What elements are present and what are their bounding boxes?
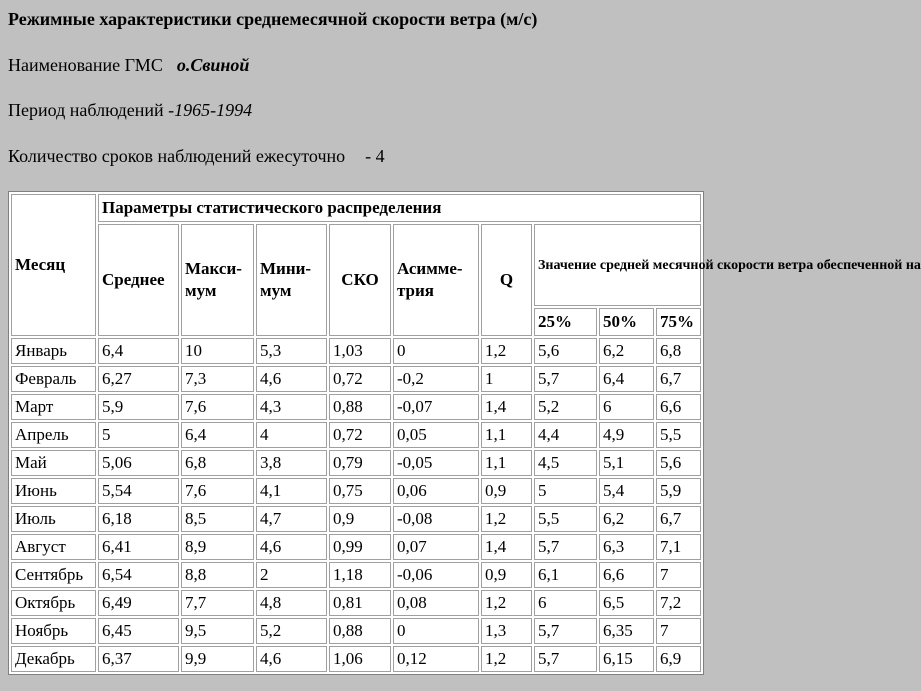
- table-row: [11, 590, 701, 616]
- cell-mean: 6,49: [98, 590, 179, 616]
- cell-asym: 0,05: [393, 422, 479, 448]
- cell-q: 1,3: [481, 618, 532, 644]
- cell-min: 4,6: [256, 366, 327, 392]
- table-row: [11, 338, 701, 364]
- cell-min: 4,7: [256, 506, 327, 532]
- cell-asym: 0,06: [393, 478, 479, 504]
- cell-p50: 6,35: [599, 618, 654, 644]
- cell-sko: 1,06: [329, 646, 391, 672]
- cell-max: 8,8: [181, 562, 254, 588]
- cell-q: 1,2: [481, 338, 532, 364]
- col-mean-header: Среднее: [98, 224, 179, 336]
- cell-month: Апрель: [11, 422, 96, 448]
- cell-q: 1,1: [481, 422, 532, 448]
- cell-p25: 5: [534, 478, 597, 504]
- table-row: [11, 534, 701, 560]
- cell-mean: 5,54: [98, 478, 179, 504]
- cell-sko: 1,18: [329, 562, 391, 588]
- cell-min: 5,2: [256, 618, 327, 644]
- table-body: [11, 338, 701, 672]
- cell-month: Сентябрь: [11, 562, 96, 588]
- cell-p75: 7: [656, 562, 701, 588]
- cell-asym: 0,08: [393, 590, 479, 616]
- cell-p75: 5,6: [656, 450, 701, 476]
- cell-p25: 5,2: [534, 394, 597, 420]
- cell-max: 8,9: [181, 534, 254, 560]
- cell-p50: 5,4: [599, 478, 654, 504]
- cell-mean: 5,9: [98, 394, 179, 420]
- cell-month: Январь: [11, 338, 96, 364]
- table-row: [11, 450, 701, 476]
- cell-max: 6,4: [181, 422, 254, 448]
- cell-p25: 5,6: [534, 338, 597, 364]
- cell-sko: 0,75: [329, 478, 391, 504]
- cell-min: 2: [256, 562, 327, 588]
- cell-asym: 0,07: [393, 534, 479, 560]
- col-min-header: Мини- мум: [256, 224, 327, 336]
- cell-month: Ноябрь: [11, 618, 96, 644]
- cell-sko: 0,72: [329, 422, 391, 448]
- cell-p75: 6,7: [656, 506, 701, 532]
- col-max-header: Макси- мум: [181, 224, 254, 336]
- cell-q: 1,4: [481, 394, 532, 420]
- cell-sko: 0,88: [329, 618, 391, 644]
- cell-min: 4,6: [256, 534, 327, 560]
- station-value: о.Свиной: [176, 55, 250, 75]
- cell-mean: 6,4: [98, 338, 179, 364]
- cell-p50: 6,15: [599, 646, 654, 672]
- cell-p25: 4,5: [534, 450, 597, 476]
- cell-min: 3,8: [256, 450, 327, 476]
- observations-label: Количество сроков наблюдений ежесуточно: [8, 146, 346, 166]
- col-sko-header: СКО: [329, 224, 391, 336]
- cell-asym: 0,12: [393, 646, 479, 672]
- cell-month: Октябрь: [11, 590, 96, 616]
- cell-asym: -0,08: [393, 506, 479, 532]
- station-label: Наименование ГМС: [8, 55, 163, 75]
- cell-max: 7,7: [181, 590, 254, 616]
- cell-p25: 5,7: [534, 366, 597, 392]
- table-row: [11, 506, 701, 532]
- cell-p25: 5,5: [534, 506, 597, 532]
- cell-asym: -0,06: [393, 562, 479, 588]
- cell-month: Май: [11, 450, 96, 476]
- cell-p50: 6,6: [599, 562, 654, 588]
- cell-sko: 0,99: [329, 534, 391, 560]
- period-line: [8, 100, 252, 121]
- cell-p25: 5,7: [534, 618, 597, 644]
- cell-sko: 0,88: [329, 394, 391, 420]
- col-p50-header: 50%: [599, 308, 654, 336]
- cell-asym: 0: [393, 618, 479, 644]
- cell-q: 1,2: [481, 590, 532, 616]
- cell-asym: -0,05: [393, 450, 479, 476]
- cell-p25: 4,4: [534, 422, 597, 448]
- cell-month: Июнь: [11, 478, 96, 504]
- cell-q: 1,2: [481, 646, 532, 672]
- cell-p50: 6,3: [599, 534, 654, 560]
- cell-asym: -0,2: [393, 366, 479, 392]
- cell-p50: 6: [599, 394, 654, 420]
- cell-p75: 5,5: [656, 422, 701, 448]
- page-title: Режимные характеристики среднемесячной скорости ветра (м/с): [8, 9, 538, 29]
- period-value: 1965-1994: [174, 100, 253, 120]
- cell-mean: 5,06: [98, 450, 179, 476]
- table-row: [11, 562, 701, 588]
- col-p25-header: 25%: [534, 308, 597, 336]
- cell-q: 1,4: [481, 534, 532, 560]
- cell-mean: 6,41: [98, 534, 179, 560]
- cell-asym: 0: [393, 338, 479, 364]
- cell-p75: 6,9: [656, 646, 701, 672]
- cell-p25: 6: [534, 590, 597, 616]
- cell-mean: 6,45: [98, 618, 179, 644]
- cell-q: 1: [481, 366, 532, 392]
- cell-asym: -0,07: [393, 394, 479, 420]
- cell-mean: 5: [98, 422, 179, 448]
- table-row: [11, 646, 701, 672]
- observations-line: [8, 146, 385, 167]
- cell-max: 7,3: [181, 366, 254, 392]
- cell-p75: 7,2: [656, 590, 701, 616]
- cell-mean: 6,37: [98, 646, 179, 672]
- cell-mean: 6,27: [98, 366, 179, 392]
- cell-p25: 5,7: [534, 646, 597, 672]
- cell-month: Декабрь: [11, 646, 96, 672]
- cell-max: 7,6: [181, 478, 254, 504]
- observations-value: - 4: [365, 146, 385, 166]
- month-header: Месяц: [11, 194, 96, 336]
- cell-max: 9,9: [181, 646, 254, 672]
- cell-p50: 6,2: [599, 338, 654, 364]
- cell-month: Март: [11, 394, 96, 420]
- cell-max: 9,5: [181, 618, 254, 644]
- group-header: Параметры статистического распределения: [98, 194, 701, 222]
- cell-p50: 6,4: [599, 366, 654, 392]
- cell-p50: 5,1: [599, 450, 654, 476]
- cell-month: Февраль: [11, 366, 96, 392]
- col-p75-header: 75%: [656, 308, 701, 336]
- cell-p50: 6,2: [599, 506, 654, 532]
- col-q-header: Q: [481, 224, 532, 336]
- cell-min: 4,1: [256, 478, 327, 504]
- wind-speed-table: [8, 191, 921, 675]
- cell-month: Июль: [11, 506, 96, 532]
- cell-q: 1,2: [481, 506, 532, 532]
- table-row: [11, 422, 701, 448]
- cell-min: 4,6: [256, 646, 327, 672]
- cell-min: 4: [256, 422, 327, 448]
- cell-sko: 0,79: [329, 450, 391, 476]
- col-asym-header: Асимме- трия: [393, 224, 479, 336]
- col-prob-header: Значение средней месячной скорости ветра обеспеченной на: [534, 224, 701, 306]
- cell-p50: 4,9: [599, 422, 654, 448]
- cell-max: 7,6: [181, 394, 254, 420]
- table-row: [11, 478, 701, 504]
- cell-sko: 0,72: [329, 366, 391, 392]
- cell-mean: 6,18: [98, 506, 179, 532]
- cell-p75: 7: [656, 618, 701, 644]
- cell-p50: 6,5: [599, 590, 654, 616]
- cell-min: 5,3: [256, 338, 327, 364]
- cell-min: 4,8: [256, 590, 327, 616]
- cell-max: 8,5: [181, 506, 254, 532]
- period-label: Период наблюдений -: [8, 100, 175, 120]
- cell-q: 0,9: [481, 478, 532, 504]
- cell-p75: 6,8: [656, 338, 701, 364]
- cell-month: Август: [11, 534, 96, 560]
- table-row: [11, 394, 701, 420]
- table-row: [11, 618, 701, 644]
- cell-sko: 1,03: [329, 338, 391, 364]
- cell-q: 1,1: [481, 450, 532, 476]
- station-line: [8, 55, 249, 76]
- cell-sko: 0,81: [329, 590, 391, 616]
- cell-p75: 6,6: [656, 394, 701, 420]
- cell-p25: 5,7: [534, 534, 597, 560]
- cell-p75: 6,7: [656, 366, 701, 392]
- cell-min: 4,3: [256, 394, 327, 420]
- table-row: [11, 366, 701, 392]
- cell-p25: 6,1: [534, 562, 597, 588]
- cell-p75: 7,1: [656, 534, 701, 560]
- cell-max: 6,8: [181, 450, 254, 476]
- cell-max: 10: [181, 338, 254, 364]
- cell-p75: 5,9: [656, 478, 701, 504]
- cell-q: 0,9: [481, 562, 532, 588]
- cell-mean: 6,54: [98, 562, 179, 588]
- cell-sko: 0,9: [329, 506, 391, 532]
